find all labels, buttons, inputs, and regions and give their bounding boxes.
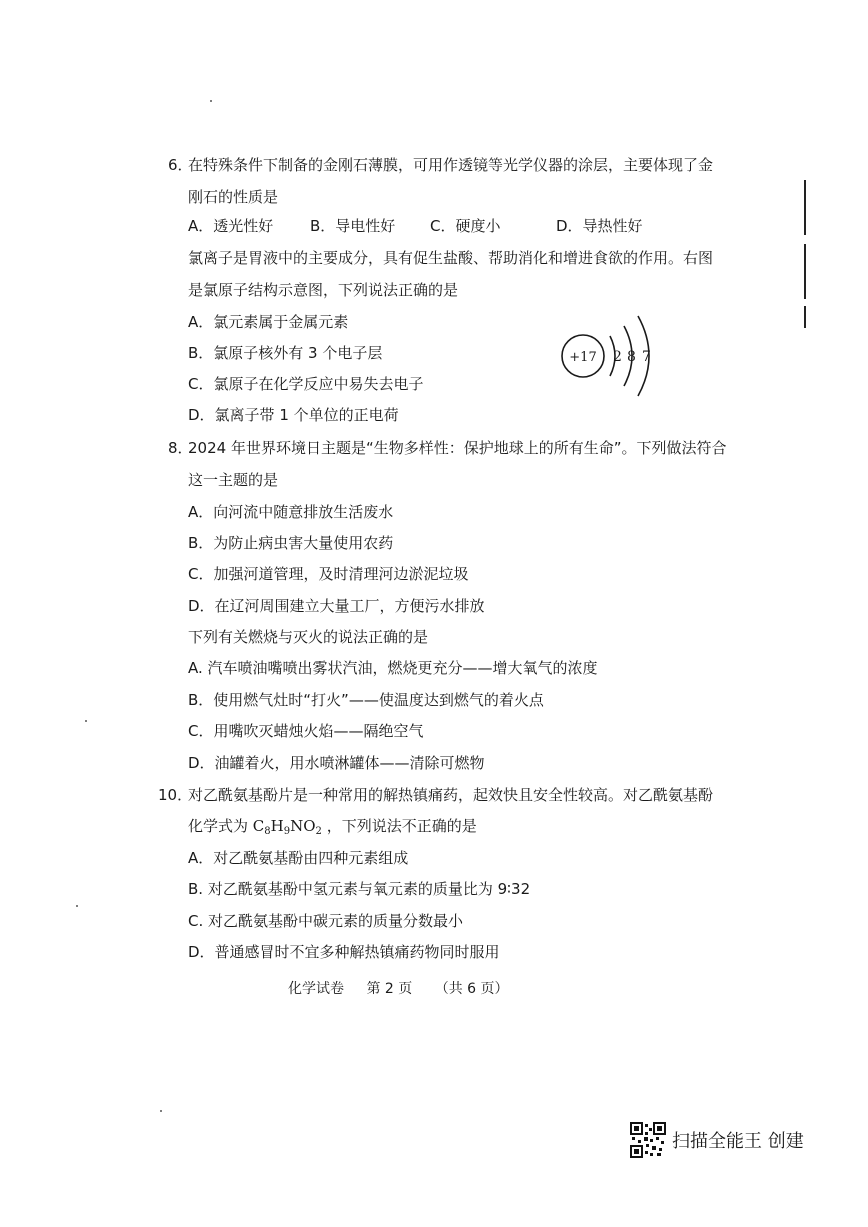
question-number: 6． (168, 156, 193, 174)
scan-speck (76, 905, 78, 907)
scan-edge-line (804, 306, 806, 328)
formula-h-subscript: 9 (283, 826, 291, 837)
formula-c: C (252, 817, 265, 835)
option-b: B．使用燃气灶时“打火”——使温度达到燃气的着火点 (188, 691, 544, 709)
formula-trail-text: ，下列说法不正确的是 (321, 817, 477, 835)
option-a: A．氯元素属于金属元素 (188, 313, 349, 331)
formula-no: NO (290, 817, 316, 835)
scan-speck (85, 720, 87, 722)
chlorine-atom-structure-diagram (556, 314, 668, 398)
question-stem-continued: 刚石的性质是 (188, 188, 279, 206)
question-stem-continued (188, 817, 477, 841)
scan-speck (210, 100, 212, 102)
footer-page: 第 2 页 (366, 981, 413, 997)
scanner-watermark-text: 扫描全能王 创建 (672, 1131, 804, 1152)
option-d: D．在辽河周围建立大量工厂，方便污水排放 (188, 597, 485, 615)
option-b: B．氯原子核外有 3 个电子层 (188, 344, 383, 362)
shell-1-electrons: 2 (613, 349, 622, 365)
question-stem: 在特殊条件下制备的金刚石薄膜，可用作透镜等光学仪器的涂层，主要体现了金 (188, 156, 714, 174)
option-b: B．导电性好 (310, 217, 396, 235)
option-a: A．透光性好 (188, 217, 274, 235)
shell-3-electrons: 7 (642, 349, 651, 365)
option-a: A．对乙酰氨基酚由四种元素组成 (188, 849, 409, 867)
question-stem: 对乙酰氨基酚片是一种常用的解热镇痛药，起效快且安全性较高。对乙酰氨基酚 (188, 786, 714, 804)
page-footer (288, 978, 509, 998)
option-d: D．导热性好 (556, 217, 643, 235)
formula-lead-text: 化学式为 (188, 817, 253, 835)
question-number: 10． (158, 786, 193, 804)
option-b: B. 对乙酰氨基酚中氢元素与氧元素的质量比为 9∶32 (188, 880, 531, 898)
scan-edge-line (804, 244, 806, 299)
options-row (188, 217, 668, 237)
question-stem-continued: 这一主题的是 (188, 471, 279, 489)
question-number: 8． (168, 439, 193, 457)
nucleus-charge: +17 (569, 350, 597, 365)
option-d: D．普通感冒时不宜多种解热镇痛药物同时服用 (188, 943, 500, 961)
option-c: C．硬度小 (430, 217, 501, 235)
question-stem: 下列有关燃烧与灭火的说法正确的是 (188, 628, 429, 646)
scan-speck (160, 1110, 162, 1112)
option-c: C．氯原子在化学反应中易失去电子 (188, 375, 424, 393)
formula-c-subscript: 8 (264, 826, 271, 837)
qr-code-icon (630, 1122, 666, 1158)
option-c: C．加强河道管理，及时清理河边淤泥垃圾 (188, 565, 469, 583)
shell-2-electrons: 8 (627, 349, 636, 365)
formula-h: H (270, 817, 284, 835)
formula-o-subscript: 2 (315, 826, 322, 837)
option-a: A. 汽车喷油嘴喷出雾状汽油，燃烧更充分——增大氧气的浓度 (188, 659, 598, 677)
question-stem-continued: 是氯原子结构示意图，下列说法正确的是 (188, 281, 459, 299)
option-d: D．氯离子带 1 个单位的正电荷 (188, 406, 399, 424)
option-a: A．向河流中随意排放生活废水 (188, 503, 394, 521)
chemical-formula (253, 817, 322, 835)
option-d: D．油罐着火，用水喷淋罐体——清除可燃物 (188, 754, 485, 772)
option-c: C. 对乙酰氨基酚中碳元素的质量分数最小 (188, 912, 464, 930)
scan-edge-line (804, 180, 806, 235)
footer-subject: 化学试卷 (288, 981, 344, 997)
option-b: B．为防止病虫害大量使用农药 (188, 534, 394, 552)
footer-total: （共 6 页） (434, 981, 509, 997)
question-stem: 2024 年世界环境日主题是“生物多样性：保护地球上的所有生命”。下列做法符合 (188, 439, 727, 457)
question-stem: 氯离子是胃液中的主要成分，具有促生盐酸、帮助消化和增进食欲的作用。右图 (188, 249, 714, 267)
option-c: C．用嘴吹灭蜡烛火焰——隔绝空气 (188, 722, 424, 740)
